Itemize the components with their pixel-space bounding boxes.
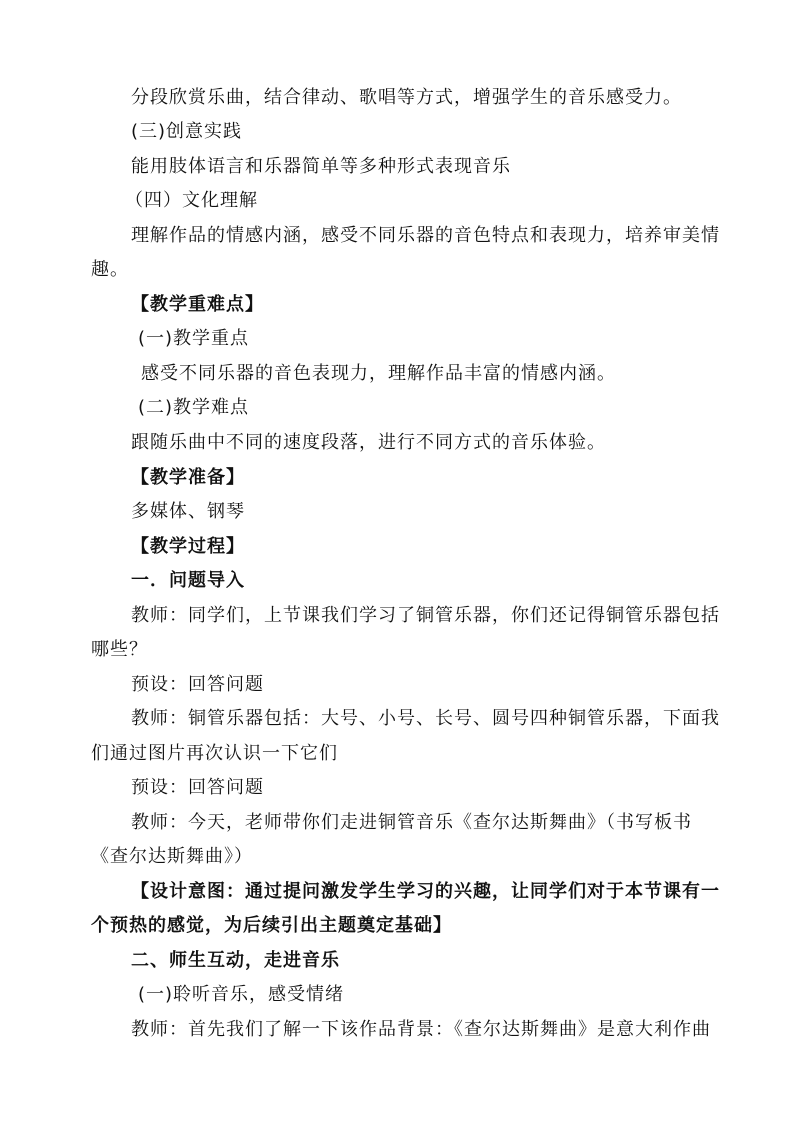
subsection-heading: (二)教学难点 [138,397,250,418]
paragraph-line: 跟随乐曲中不同的速度段落，进行不同方式的音乐体验。 [131,432,606,453]
paragraph-line: 预设：回答问题 [131,777,264,798]
subsection-heading: (三)创意实践 [131,121,243,142]
section-heading: 【教学准备】 [131,467,245,488]
section-heading: 一．问题导入 [131,570,245,591]
paragraph-line: 理解作品的情感内涵，感受不同乐器的音色特点和表现力，培养审美情 [131,225,720,246]
section-heading: 【教学重难点】 [131,294,264,315]
subsection-heading: (一)聆听音乐，感受情绪 [138,984,345,1005]
paragraph-line: 哪些？ [91,639,148,660]
paragraph-line: 能用肢体语言和乐器简单等多种形式表现音乐 [131,156,511,177]
paragraph-line: 感受不同乐器的音色表现力，理解作品丰富的情感内涵。 [141,363,616,384]
paragraph-line: 分段欣赏乐曲，结合律动、歌唱等方式，增强学生的音乐感受力。 [131,87,682,108]
paragraph-line: 多媒体、钢琴 [131,501,245,522]
design-intent-note: 个预热的感觉，为后续引出主题奠定基础】 [91,915,452,936]
paragraph-line: 教师：今天，老师带你们走进铜管音乐《查尔达斯舞曲》（书写板书 [131,812,692,833]
subsection-heading: (一)教学重点 [138,328,250,349]
paragraph-line: 《查尔达斯舞曲》） [91,846,253,867]
paragraph-line: 们通过图片再次认识一下它们 [91,743,338,764]
paragraph-line: 趣。 [91,259,129,280]
paragraph-line: 教师：同学们，上节课我们学习了铜管乐器，你们还记得铜管乐器包括 [131,605,720,626]
section-heading: 二、师生互动，走进音乐 [131,950,340,971]
paragraph-line: 预设：回答问题 [131,674,264,695]
design-intent-note: 【设计意图：通过提问激发学生学习的兴趣，让同学们对于本节课有一 [131,881,720,902]
section-heading: 【教学过程】 [131,536,245,557]
paragraph-line: 教师：首先我们了解一下该作品背景：《查尔达斯舞曲》是意大利作曲 [131,1019,711,1040]
subsection-heading: （四）文化理解 [125,190,258,211]
paragraph-line: 教师：铜管乐器包括：大号、小号、长号、圆号四种铜管乐器，下面我 [131,708,720,729]
